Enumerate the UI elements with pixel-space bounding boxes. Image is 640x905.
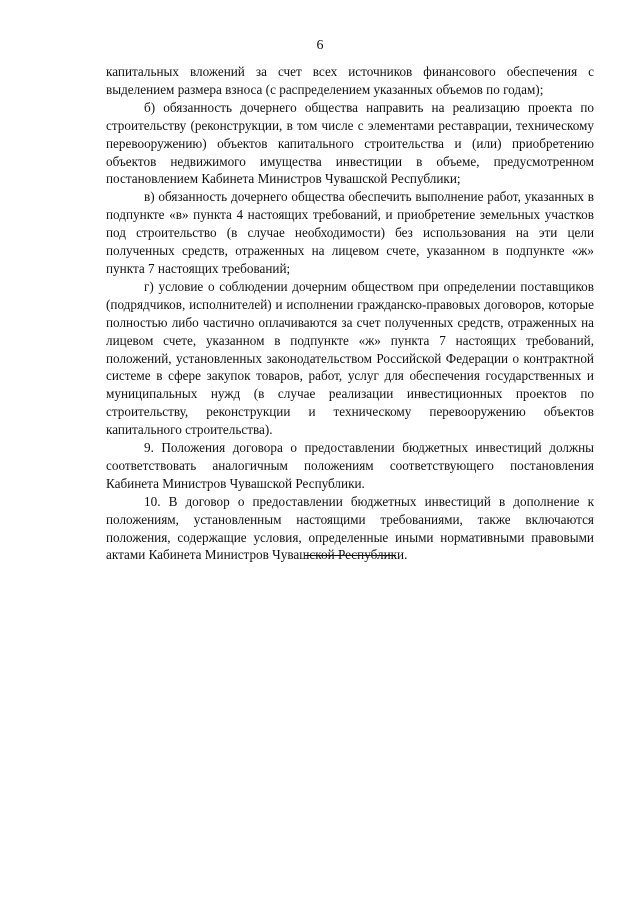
page-number: 6	[316, 38, 324, 53]
document-body	[106, 63, 594, 564]
paragraph-continuation: капитальных вложений за счет всех источников финансового обеспечения с выделением размера взноса (с распределением указанных объемов по годам);	[106, 64, 594, 97]
paragraph-10: 10. В договор о предоставлении бюджетных инвестиций в дополнение к положениям, установленным настоящими требованиями, также включаются положения, содержащие условия, определенные иными нормативными правовыми актами Кабинета Министров Чувашской Республики.	[106, 493, 594, 563]
paragraph-g: г) условие о соблюдении дочерним обществом при определении поставщиков (подрядчиков, исполнителей) и исполнении гражданско-правовых договоров, которые полностью либо частично оплачиваются за счет полученных средств, отраженных на лицевом счете, указанном в подпункте «ж» пункта 7 настоящих требований, положений, установленных законодательством Российской Федерации о контрактной системе в сфере закупок товаров, работ, услуг для обеспечения государственных и муниципальных нужд (в случае реализации инвестиционных проектов по строительству, реконструкции и техническому перевооружению объектов капитального строительства).	[106, 278, 594, 438]
paragraph-b: б) обязанность дочернего общества направить на реализацию проекта по строительству (реконструкции, в том числе с элементами реставрации, техническому перевооружению) объектов капитального строительства и (или) приобретению объектов недвижимого имущества инвестиции в объеме, предусмотренном постановлением Кабинета Министров Чувашской Республики;	[106, 99, 594, 187]
end-separator-line	[305, 555, 396, 556]
paragraph-v: в) обязанность дочернего общества обеспечить выполнение работ, указанных в подпункте «в» пункта 4 настоящих требований, и приобретение земельных участков под строительство (в случае необходимости) без использования на эти цели полученных средств, отраженных на лицевом счете, указанном в подпункте «ж» пункта 7 настоящих требований;	[106, 189, 594, 276]
paragraph-9: 9. Положения договора о предоставлении бюджетных инвестиций должны соответствовать аналогичным положениям соответствующего постановления Кабинета Министров Чувашской Республики.	[106, 440, 594, 491]
